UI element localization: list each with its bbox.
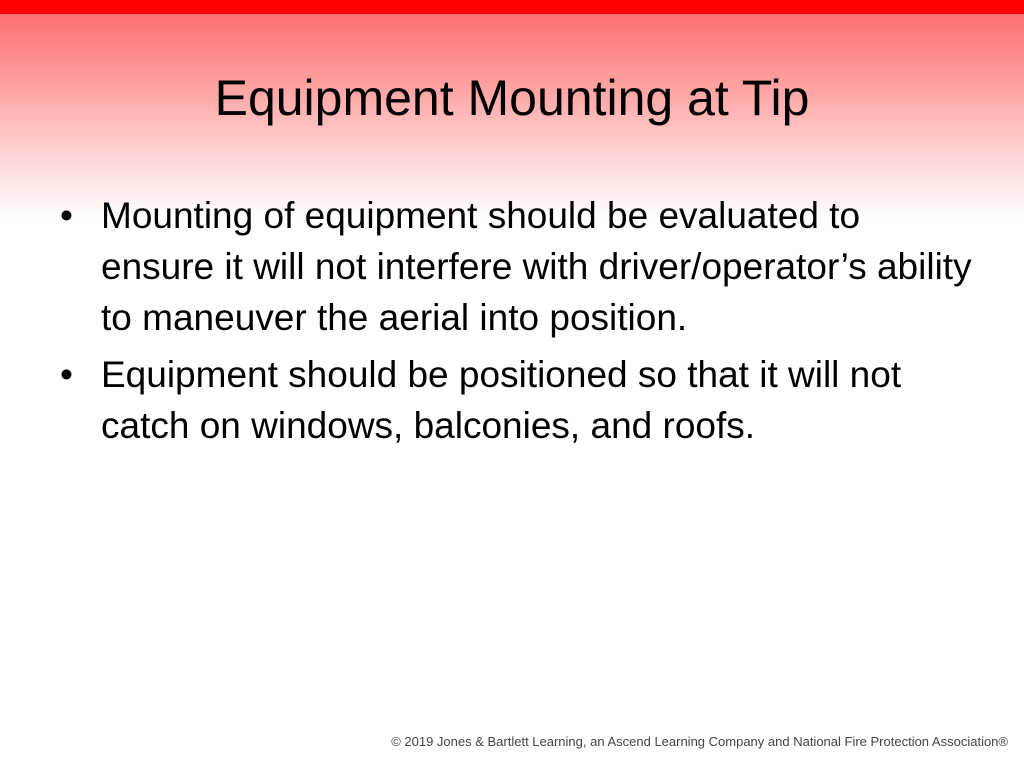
bullet-list [56,190,976,457]
bullet-marker: • [60,354,73,395]
bullet-text: Equipment should be positioned so that it will not catch on windows, balconies, and roofs. [101,354,902,446]
copyright-footer: © 2019 Jones & Bartlett Learning, an Ascend Learning Company and National Fire Protection Association® [391,734,1008,749]
bullet-marker: • [60,195,73,236]
slide-title: Equipment Mounting at Tip [214,70,810,126]
top-accent-bar [0,0,1024,14]
bullet-text: Mounting of equipment should be evaluated to ensure it will not interfere with driver/operator’s ability to maneuver the aerial into position. [101,195,972,338]
bullet-item [56,349,976,451]
bullet-item [56,190,976,343]
